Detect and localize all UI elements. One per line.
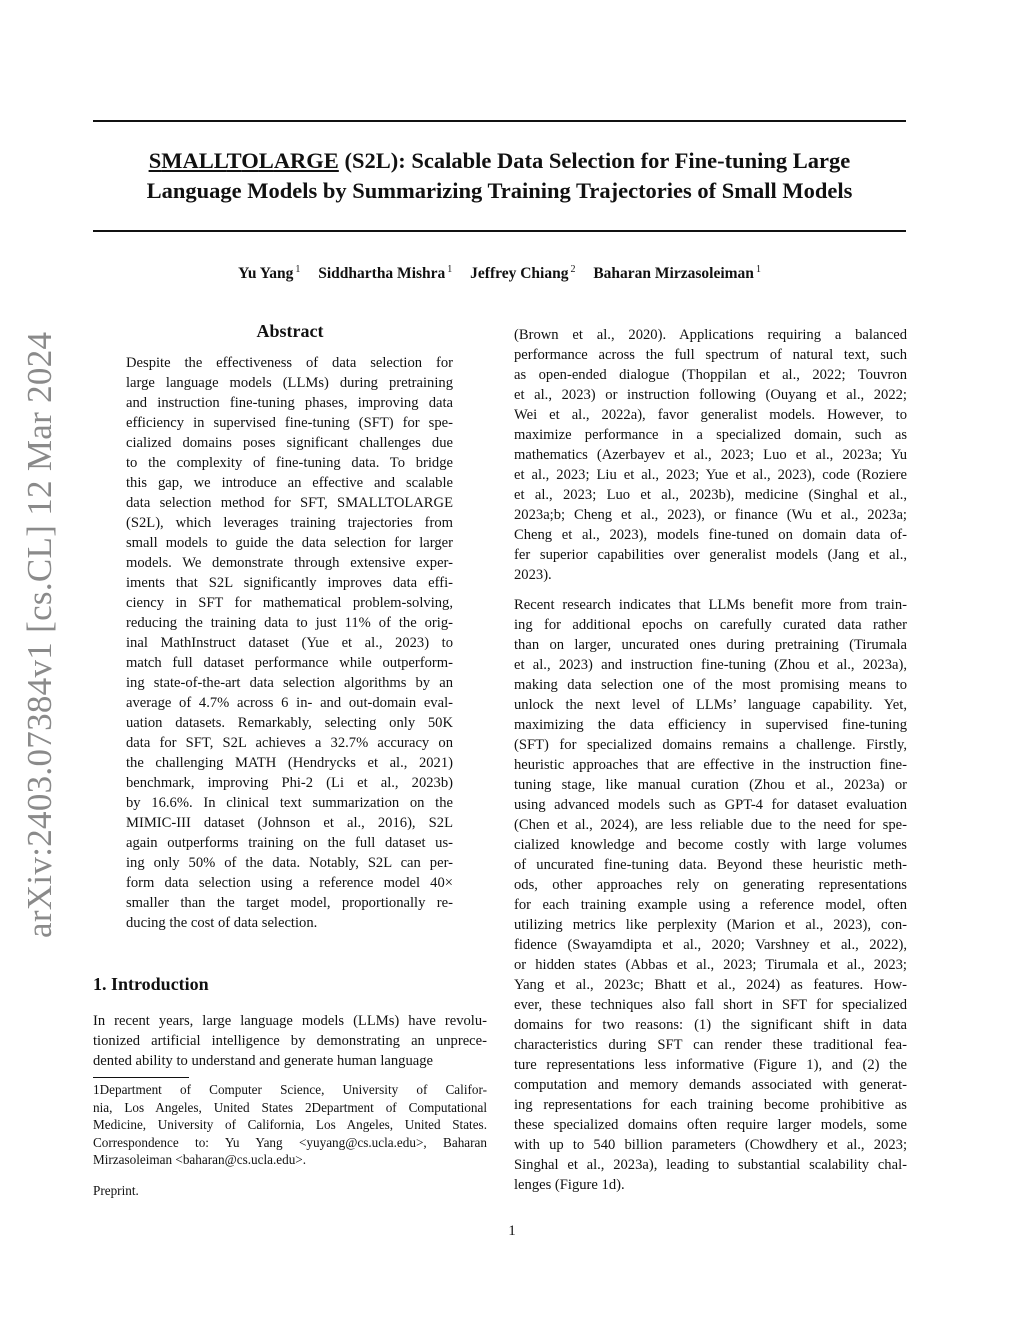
abstract-line: form data selection using a reference model 40× <box>126 875 453 891</box>
paper-title <box>93 146 906 206</box>
introduction-line: tionized artificial intelligence by demonstrating an unprece- <box>93 1033 487 1049</box>
abstract-line: ducing the cost of data selection. <box>126 915 318 931</box>
abstract-line: (S2L), which leverages training trajectories from <box>126 515 453 531</box>
abstract-line: reducing the training data to just 11% of the orig- <box>126 615 453 631</box>
abstract-line: match full dataset performance while outperform- <box>126 655 453 671</box>
body-text-line: Singhal et al., 2023a), leading to substantial scalability chal- <box>514 1157 907 1173</box>
author: Jeffrey Chiang $^2$ <box>470 264 576 283</box>
body-text-line: these specialized domains often require larger models, some <box>514 1117 907 1133</box>
abstract-line: ing only 50% of the data. Notably, S2L can per- <box>126 855 453 871</box>
author-list <box>93 264 906 283</box>
body-text-line: Recent research indicates that LLMs benefit more from train- <box>514 597 907 613</box>
preprint-note: Preprint. <box>93 1183 139 1198</box>
body-text-line: maximize performance in a specialized domain, such as <box>514 427 907 443</box>
abstract-line: inal MathInstruct dataset (Yue et al., 2023) to <box>126 635 453 651</box>
body-text-line: cialized knowledge and become costly with large volumes <box>514 837 907 853</box>
body-text-line: utilizing metrics like perplexity (Marion et al., 2023), con- <box>514 917 907 933</box>
body-text-line: making data selection one of the most promising means to <box>514 677 907 693</box>
body-text-line: with up to 540 billion parameters (Chowdhery et al., 2023; <box>514 1137 907 1153</box>
author: Yu Yang $^1$ <box>238 264 301 283</box>
abstract-line: data selection method for SFT, SMALLTOLARGE <box>126 495 453 511</box>
body-text-line: domains for two reasons: (1) the significant shift in data <box>514 1017 907 1033</box>
abstract-line: ing state-of-the-art data selection algorithms by an <box>126 675 453 691</box>
body-text-line: for each training example using a reference model, often <box>514 897 907 913</box>
abstract-line: again outperforms training on the full dataset us- <box>126 835 453 851</box>
abstract-line: uation datasets. Remarkably, selecting only 50K <box>126 715 453 731</box>
body-text-line: (Brown et al., 2020). Applications requiring a balanced <box>514 327 907 343</box>
body-text-line: tuning stage, like manual curation (Zhou et al., 2023a) or <box>514 777 907 793</box>
body-text-line: ture representations less informative (Figure 1), and (2) the <box>514 1057 907 1073</box>
arxiv-identifier-stamp: arXiv:2403.07384v1 [cs.CL] 12 Mar 2024 <box>20 331 59 938</box>
title-bottom-rule <box>93 230 906 232</box>
page-number: 1 <box>508 1223 516 1239</box>
body-text-line: ing for additional epochs on carefully curated data rather <box>514 617 907 633</box>
abstract-line: large language models (LLMs) during pretraining <box>126 375 453 391</box>
abstract-line: cialized domains poses significant challenges due <box>126 435 453 451</box>
abstract-line: Despite the effectiveness of data selection for <box>126 355 453 371</box>
introduction-line: dented ability to understand and generate human language <box>93 1053 433 1069</box>
introduction-heading: 1. Introduction <box>93 974 209 994</box>
body-text-line: performance across the full spectrum of natural text, such <box>514 347 907 363</box>
body-text-line: fer superior capabilities over generalist models (Jang et al., <box>514 547 907 563</box>
abstract-line: MIMIC-III dataset (Johnson et al., 2016), S2L <box>126 815 453 831</box>
abstract-line: small models to guide the data selection for larger <box>126 535 453 551</box>
footnote-line: Mirzasoleiman <baharan@cs.ucla.edu>. <box>93 1152 307 1167</box>
abstract-line: models. We demonstrate through extensive exper- <box>126 555 453 571</box>
body-text-line: ever, these techniques also fall short in SFT for specialized <box>514 997 907 1013</box>
footnote-line: Medicine, University of California, Los Angeles, United States. <box>93 1117 487 1132</box>
abstract-line: ciency in SFT for mathematical problem-solving, <box>126 595 453 611</box>
right-column-paragraph-2 <box>514 595 907 1195</box>
abstract-line: iments that S2L significantly improves data effi- <box>126 575 453 591</box>
abstract-line: and instruction fine-tuning phases, improving data <box>126 395 453 411</box>
author: Baharan Mirzasoleiman $^1$ <box>593 264 761 283</box>
abstract-line: this gap, we introduce an effective and scalable <box>126 475 453 491</box>
footnote-line: Correspondence to: Yu Yang <yuyang@cs.ucla.edu>, Baharan <box>93 1134 487 1150</box>
body-text-line: Wei et al., 2022a), favor generalist models. However, to <box>514 407 907 423</box>
footnote-rule <box>93 1077 189 1078</box>
body-text-line: et al., 2023; Luo et al., 2023b), medicine (Singhal et al., <box>514 487 907 503</box>
body-text-line: fidence (Swayamdipta et al., 2020; Varshney et al., 2022), <box>514 937 907 953</box>
abstract-line: smaller than the target model, proportionally re- <box>126 895 453 911</box>
abstract-line: data for SFT, S2L achieves a 32.7% accuracy on <box>126 735 453 751</box>
method-name: SMALLTOLARGE <box>148 148 339 173</box>
abstract-line: average of 4.7% across 6 in- and out-domain eval- <box>126 695 453 711</box>
abstract-line: by 16.6%. In clinical text summarization on the <box>126 795 453 811</box>
body-text-line: maximizing the data efficiency in supervised fine-tuning <box>514 717 907 733</box>
body-text-line: et al., 2023; Liu et al., 2023; Yue et al., 2023), code (Roziere <box>514 467 907 483</box>
body-text-line: 2023a;b; Cheng et al., 2023), or finance (Wu et al., 2023a; <box>514 507 907 523</box>
abstract-line: benchmark, improving Phi-2 (Li et al., 2023b) <box>126 775 453 791</box>
right-column-paragraph-1 <box>514 325 907 585</box>
abstract-heading: Abstract <box>256 321 324 341</box>
body-text-line: Cheng et al., 2023), models fine-tuned on domain data of- <box>514 527 907 543</box>
body-text-line: et al., 2023) and instruction fine-tuning (Zhou et al., 2023a), <box>514 657 907 673</box>
title-line-2: Language Models by Summarizing Training Trajectories of Small Models <box>146 178 853 203</box>
affiliation-footnote <box>93 1081 487 1169</box>
body-text-line: (Chen et al., 2024), are less reliable due to the need for spe- <box>514 817 907 833</box>
body-text-line: as open-ended dialogue (Thoppilan et al., 2022; Touvron <box>514 367 907 383</box>
abstract-line: efficiency in supervised fine-tuning (SFT) for spe- <box>126 415 453 431</box>
body-text-line: 2023). <box>514 567 552 583</box>
body-text-line: of uncurated fine-tuning data. Beyond these heuristic meth- <box>514 857 907 873</box>
body-text-line: ods, other approaches rely on generating representations <box>514 877 907 893</box>
body-text-line: (SFT) for specialized domains remains a challenge. Firstly, <box>514 737 907 753</box>
title-top-rule <box>93 120 906 122</box>
abstract-body <box>126 353 453 933</box>
body-text-line: than on larger, uncurated ones during pretraining (Tirumala <box>514 637 907 653</box>
body-text-line: unlock the next level of LLMs’ language capability. Yet, <box>514 697 907 713</box>
body-text-line: Yang et al., 2023c; Bhatt et al., 2024) as features. How- <box>514 977 907 993</box>
abstract-line: the challenging MATH (Hendrycks et al., 2021) <box>126 755 453 771</box>
body-text-line: lenges (Figure 1d). <box>514 1177 625 1193</box>
footnote-line: nia, Los Angeles, United States 2Department of Computational <box>93 1099 487 1115</box>
introduction-line: In recent years, large language models (LLMs) have revolu- <box>93 1013 487 1029</box>
body-text-line: ing representations for each training become prohibitive as <box>514 1097 907 1113</box>
abstract-line: to the complexity of fine-tuning data. To bridge <box>126 455 453 471</box>
body-text-line: et al., 2023) or instruction following (Ouyang et al., 2022; <box>514 387 907 403</box>
body-text-line: mathematics (Azerbayev et al., 2023; Luo et al., 2023a; Yu <box>514 447 907 463</box>
author: Siddhartha Mishra $^1$ <box>318 264 453 283</box>
body-text-line: heuristic approaches that are effective in the instruction fine- <box>514 757 907 773</box>
body-text-line: or hidden states (Abbas et al., 2023; Tirumala et al., 2023; <box>514 957 907 973</box>
footnote-line: 1Department of Computer Science, University of Califor- <box>93 1082 487 1097</box>
body-text-line: computation and memory demands associated with generat- <box>514 1077 907 1093</box>
body-text-line: using advanced models such as GPT-4 for dataset evaluation <box>514 797 907 813</box>
introduction-body <box>93 1011 487 1071</box>
title-line-1: SMALLTOLARGE (S2L): Scalable Data Selection for Fine-tuning Large <box>148 148 851 173</box>
body-text-line: characteristics during SFT can render these traditional fea- <box>514 1037 907 1053</box>
